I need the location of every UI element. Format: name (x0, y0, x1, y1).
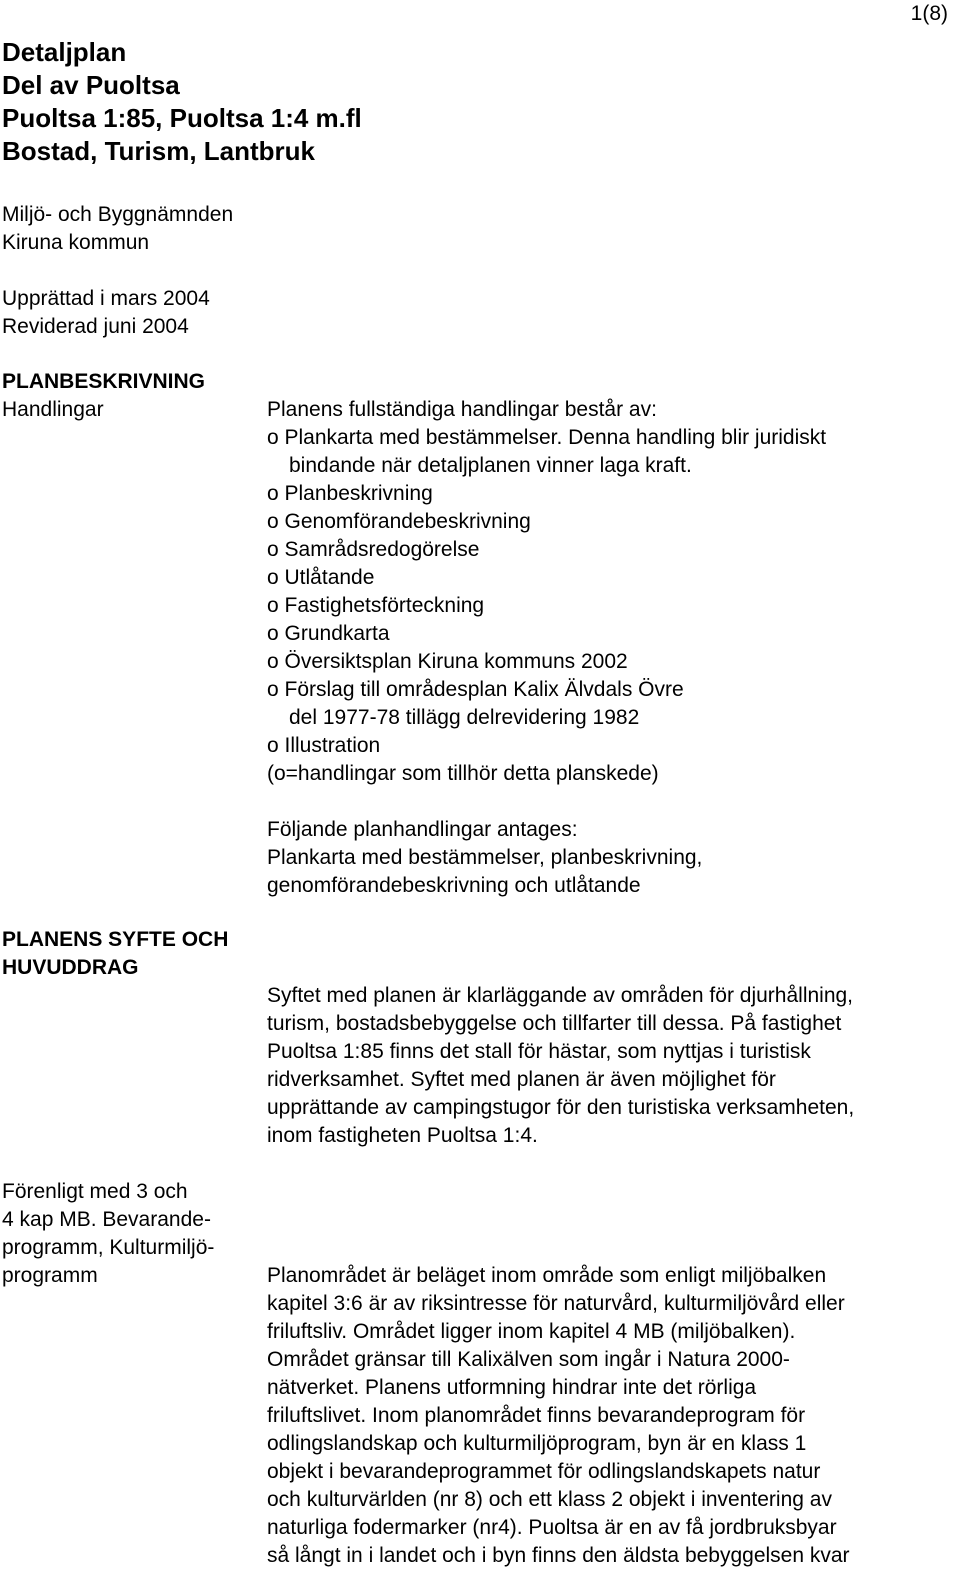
paragraph-line: Området gränsar till Kalixälven som ingår i Natura 2000- (267, 1348, 790, 1371)
paragraph-line: ridverksamhet. Syftet med planen är även möjlighet för (267, 1068, 776, 1091)
page-number: 1(8) (910, 2, 948, 25)
list-item: o Illustration (267, 734, 381, 757)
title-line: Detaljplan (2, 37, 127, 67)
adopted-line: Plankarta med bestämmelser, planbeskrivning, (267, 846, 703, 869)
document-title (2, 36, 362, 168)
paragraph-line: Puoltsa 1:85 finns det stall för hästar, som nyttjas i turistisk (267, 1040, 811, 1063)
paragraph-line: turism, bostadsbebyggelse och tillfarter till dessa. På fastighet (267, 1012, 842, 1035)
dates (2, 285, 210, 341)
forenligt-label-line: programm (2, 1264, 98, 1287)
paragraph-line: Planområdet är beläget inom område som enligt miljöbalken (267, 1264, 827, 1287)
paragraph-line: objekt i bevarandeprogrammet för odlingslandskapets natur (267, 1460, 821, 1483)
list-item: o Plankarta med bestämmelser. Denna handling blir juridiskt (267, 426, 827, 449)
syfte-heading-line: PLANENS SYFTE OCH (2, 928, 229, 951)
forenligt-label-line: 4 kap MB. Bevarande- (2, 1208, 211, 1231)
list-item: o Översiktsplan Kiruna kommuns 2002 (267, 650, 628, 673)
list-item: o Grundkarta (267, 622, 390, 645)
syfte-heading-line: HUVUDDRAG (2, 956, 139, 979)
paragraph-line: Syftet med planen är klarläggande av områden för djurhållning, (267, 984, 854, 1007)
handlingar-label: Handlingar (2, 398, 104, 421)
syfte-paragraph (267, 982, 957, 1150)
title-line: Bostad, Turism, Lantbruk (2, 136, 315, 166)
organization-line: Kiruna kommun (2, 231, 150, 254)
handlingar-content (267, 396, 957, 788)
syfte-heading (2, 926, 228, 982)
paragraph-line: nätverket. Planens utformning hindrar inte det rörliga (267, 1376, 757, 1399)
forenligt-label (2, 1178, 214, 1290)
list-item: o Planbeskrivning (267, 482, 433, 505)
title-line: Puoltsa 1:85, Puoltsa 1:4 m.fl (2, 103, 362, 133)
paragraph-line: naturliga fodermarker (nr4). Puoltsa är en av få jordbruksbyar (267, 1516, 837, 1539)
paragraph-line: så långt in i landet och i byn finns den äldsta bebyggelsen kvar (267, 1544, 850, 1567)
organization (2, 201, 233, 257)
forenligt-label-line: Förenligt med 3 och (2, 1180, 188, 1203)
adopted-line: genomförandebeskrivning och utlåtande (267, 874, 641, 897)
planbeskrivning-heading: PLANBESKRIVNING (2, 370, 206, 393)
paragraph-line: upprättande av campingstugor för den turistiska verksamheten, (267, 1096, 855, 1119)
list-item-continuation: bindande när detaljplanen vinner laga kraft. (289, 454, 692, 477)
forenligt-label-line: programm, Kulturmiljö- (2, 1236, 215, 1259)
handlingar-footnote: (o=handlingar som tillhör detta planskede) (267, 762, 659, 785)
date-line: Reviderad juni 2004 (2, 315, 189, 338)
title-line: Del av Puoltsa (2, 70, 180, 100)
list-item: o Fastighetsförteckning (267, 594, 485, 617)
paragraph-line: friluftsliv. Området ligger inom kapitel 4 MB (miljöbalken). (267, 1320, 796, 1343)
date-line: Upprättad i mars 2004 (2, 287, 210, 310)
paragraph-line: inom fastigheten Puoltsa 1:4. (267, 1124, 538, 1147)
paragraph-line: friluftslivet. Inom planområdet finns bevarandeprogram för (267, 1404, 806, 1427)
list-item-continuation: del 1977-78 tillägg delrevidering 1982 (289, 706, 640, 729)
paragraph-line: kapitel 3:6 är av riksintresse för naturvård, kulturmiljövård eller (267, 1292, 845, 1315)
adopted-line: Följande planhandlingar antages: (267, 818, 578, 841)
organization-line: Miljö- och Byggnämnden (2, 203, 234, 226)
handlingar-intro: Planens fullständiga handlingar består av: (267, 398, 657, 421)
forenligt-paragraph (267, 1262, 957, 1570)
list-item: o Genomförandebeskrivning (267, 510, 531, 533)
paragraph-line: odlingslandskap och kulturmiljöprogram, byn är en klass 1 (267, 1432, 807, 1455)
list-item: o Samrådsredogörelse (267, 538, 480, 561)
paragraph-line: och kulturvärlden (nr 8) och ett klass 2 objekt i inventering av (267, 1488, 832, 1511)
list-item: o Utlåtande (267, 566, 375, 589)
list-item: o Förslag till områdesplan Kalix Älvdals Övre (267, 678, 684, 701)
adopted-documents (267, 816, 957, 900)
